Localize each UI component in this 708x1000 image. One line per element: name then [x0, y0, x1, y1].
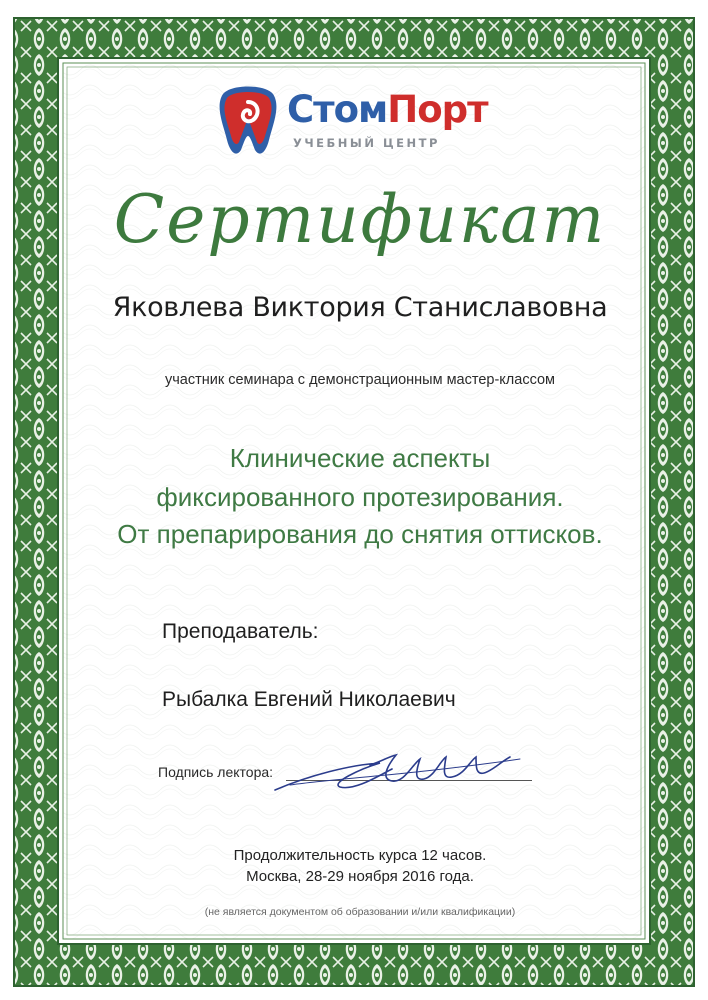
- recipient-name: Яковлева Виктория Станиславовна: [112, 292, 608, 323]
- logo-brand-name: [287, 88, 488, 131]
- stomport-logo: [215, 84, 495, 164]
- handwritten-signature: [270, 735, 540, 805]
- course-title-line-2: фиксированного протезирования.: [156, 482, 564, 512]
- course-place-date: Москва, 28-29 ноября 2016 года.: [246, 868, 474, 885]
- logo-brand-part2: Порт: [387, 88, 488, 131]
- certificate-title: Сертификат: [113, 181, 607, 258]
- signature-label: Подпись лектора:: [158, 764, 274, 780]
- logo-subtitle: УЧЕБНЫЙ ЦЕНТР: [293, 136, 440, 150]
- course-duration: Продолжительность курса 12 часов.: [233, 847, 487, 864]
- disclaimer-note: (не является документом об образовании и/или квалификации): [204, 906, 516, 918]
- instructor-name: Рыбалка Евгений Николаевич: [162, 688, 456, 711]
- course-title-line-3: От препарирования до снятия оттисков.: [117, 519, 603, 549]
- course-title-line-1: Клинические аспекты: [229, 443, 491, 473]
- logo-brand-part1: Стом: [287, 88, 388, 131]
- tooth-logo-icon: [215, 84, 281, 160]
- participant-description: участник семинара с демонстрационным мастер-классом: [164, 372, 556, 388]
- instructor-label: Преподаватель:: [162, 620, 319, 643]
